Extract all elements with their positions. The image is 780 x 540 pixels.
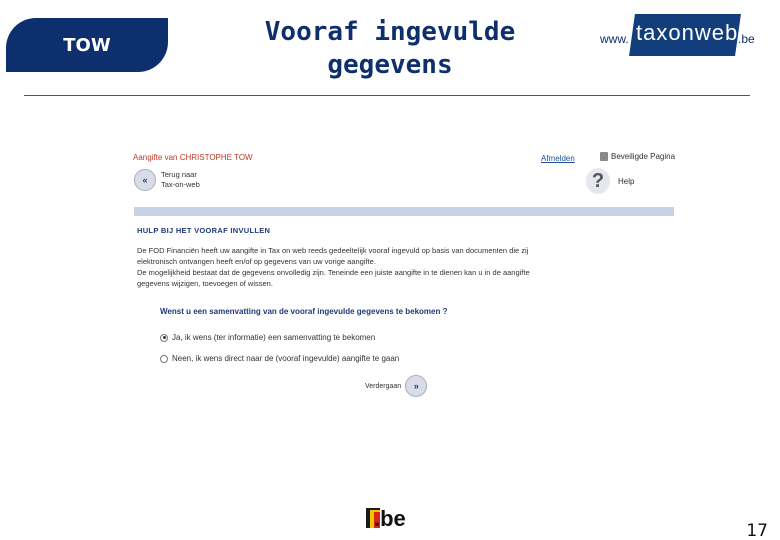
secure-page-indicator <box>600 152 675 161</box>
header-divider <box>24 95 750 96</box>
option-no-direct[interactable] <box>160 354 399 363</box>
tow-tab <box>6 18 168 72</box>
section-title: HULP BIJ HET VOORAF INVULLEN <box>137 226 271 235</box>
help-label: Help <box>618 176 635 186</box>
back-to-taxonweb-button[interactable] <box>134 169 205 191</box>
declaration-label: Aangifte van CHRISTOPHE TOW <box>133 153 253 162</box>
help-button[interactable] <box>586 168 634 194</box>
info-line-2: elektronisch ontvangen heeft en/of op gegevens van uw vorige aangifte. <box>137 257 376 266</box>
radio-yes[interactable] <box>160 334 168 342</box>
be-logo-text: .be <box>374 506 406 531</box>
radio-no[interactable] <box>160 355 168 363</box>
back-button-label <box>161 170 205 190</box>
info-line-4: gegevens wijzigen, toevoegen of wissen. <box>137 279 273 288</box>
continue-button[interactable] <box>365 375 427 397</box>
taxonweb-screenshot <box>130 148 676 408</box>
logo-name: taxonweb <box>636 20 739 45</box>
back-button-line2: Tax-on-web <box>161 180 200 189</box>
slide-title-line2: gegevens <box>327 50 453 80</box>
logo-suffix: .be <box>738 32 755 46</box>
option-no-label: Neen, ik wens direct naar de (vooraf ingevulde) aangifte te gaan <box>172 354 400 363</box>
logo-prefix: www. <box>600 32 629 46</box>
forward-arrow-icon: » <box>405 375 427 397</box>
back-arrow-icon: « <box>134 169 156 191</box>
taxonweb-logo <box>598 14 758 58</box>
option-yes-label: Ja, ik wens (ter informatie) een samenvatting te bekomen <box>172 333 376 342</box>
lock-icon <box>600 152 608 161</box>
option-yes-summary[interactable] <box>160 333 375 342</box>
summary-question: Wenst u een samenvatting van de vooraf ingevulde gegevens te bekomen ? <box>160 307 448 316</box>
belgium-logo <box>366 508 410 534</box>
tow-tab-label: TOW <box>63 34 111 56</box>
info-paragraph <box>137 245 637 289</box>
back-button-line1: Terug naar <box>161 170 197 179</box>
section-band <box>134 207 674 216</box>
info-line-3: De mogelijkheid bestaat dat de gegevens onvolledig zijn. Teneinde een juiste aangifte in te dienen kan u in de aangifte <box>137 268 530 277</box>
slide-title-line1: Vooraf ingevulde <box>264 17 516 47</box>
continue-label: Verdergaan <box>365 382 402 390</box>
slide-title <box>230 16 550 82</box>
info-line-1: De FOD Financiën heeft uw aangifte in Tax on web reeds gedeeltelijk vooraf ingevuld op basis van documenten die zij <box>137 246 529 255</box>
page-number: 17 <box>746 521 768 540</box>
logoff-link[interactable]: Afmelden <box>541 154 575 163</box>
question-mark-icon: ? <box>586 168 610 194</box>
secure-page-label: Beveiligde Pagina <box>611 152 676 161</box>
